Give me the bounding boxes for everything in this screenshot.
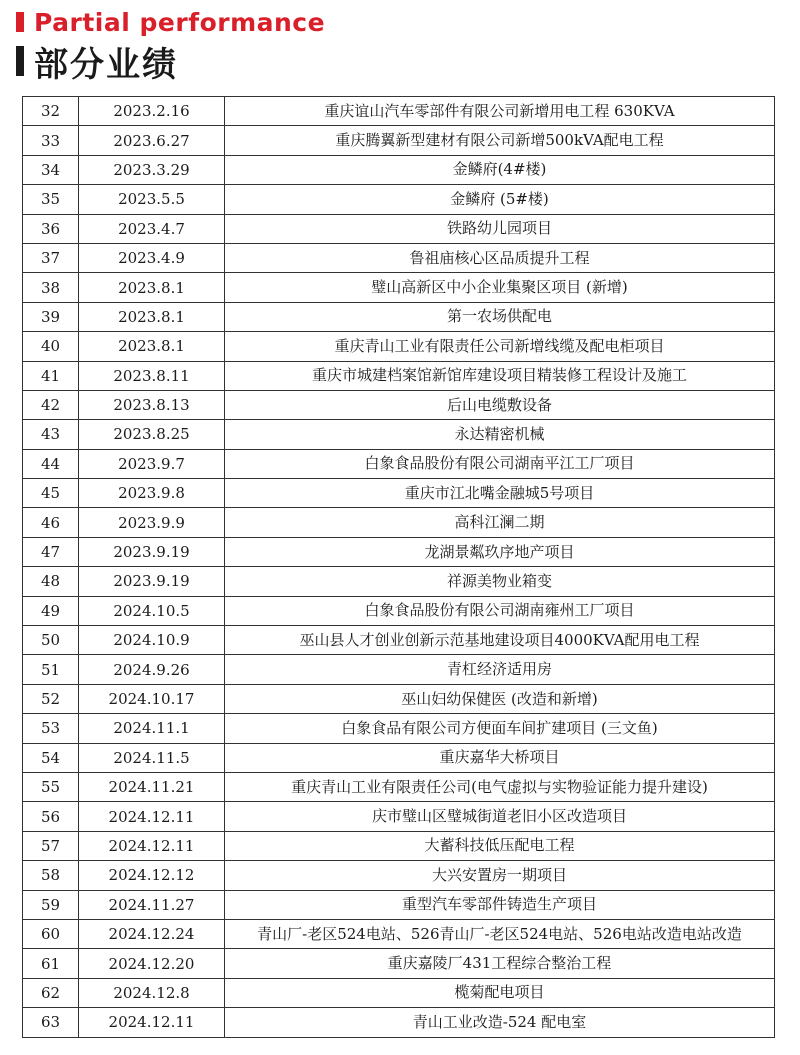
row-project: 重庆嘉陵厂431工程综合整治工程: [225, 949, 775, 978]
row-number: 53: [23, 714, 79, 743]
row-number: 63: [23, 1008, 79, 1037]
row-project: 青杠经济适用房: [225, 655, 775, 684]
row-project: 铁路幼儿园项目: [225, 214, 775, 243]
row-number: 55: [23, 772, 79, 801]
row-number: 49: [23, 596, 79, 625]
row-number: 60: [23, 919, 79, 948]
row-project: 重庆嘉华大桥项目: [225, 743, 775, 772]
row-date: 2024.9.26: [79, 655, 225, 684]
table-row: [23, 243, 775, 272]
table-row: [23, 949, 775, 978]
row-project: 重庆腾翼新型建材有限公司新增500kVA配电工程: [225, 126, 775, 155]
table-row: [23, 772, 775, 801]
row-number: 59: [23, 890, 79, 919]
chinese-title: 部分业绩: [34, 44, 178, 85]
english-heading: [16, 6, 325, 38]
black-accent-bar: [16, 46, 24, 76]
row-project: 大蓄科技低压配电工程: [225, 831, 775, 860]
row-number: 58: [23, 861, 79, 890]
table-row: [23, 802, 775, 831]
table-row: [23, 831, 775, 860]
table-row: [23, 567, 775, 596]
chinese-heading: [16, 40, 178, 85]
row-project: 庆市璧山区璧城街道老旧小区改造项目: [225, 802, 775, 831]
row-number: 33: [23, 126, 79, 155]
row-date: 2024.12.11: [79, 802, 225, 831]
row-number: 46: [23, 508, 79, 537]
row-project: 巫山县人才创业创新示范基地建设项目4000KVA配用电工程: [225, 626, 775, 655]
row-number: 62: [23, 978, 79, 1007]
row-number: 32: [23, 97, 79, 126]
row-project: 重庆谊山汽车零部件有限公司新增用电工程 630KVA: [225, 97, 775, 126]
row-number: 39: [23, 302, 79, 331]
row-date: 2023.6.27: [79, 126, 225, 155]
table-row: [23, 97, 775, 126]
row-date: 2024.12.12: [79, 861, 225, 890]
table-row: [23, 479, 775, 508]
row-number: 52: [23, 684, 79, 713]
row-project: 后山电缆敷设备: [225, 390, 775, 419]
row-project: 鲁祖庙核心区品质提升工程: [225, 243, 775, 272]
row-date: 2023.3.29: [79, 155, 225, 184]
table-row: [23, 861, 775, 890]
row-number: 38: [23, 273, 79, 302]
row-number: 48: [23, 567, 79, 596]
red-accent-bar: [16, 12, 24, 32]
row-project: 永达精密机械: [225, 420, 775, 449]
row-date: 2023.8.1: [79, 302, 225, 331]
table-row: [23, 890, 775, 919]
row-number: 57: [23, 831, 79, 860]
performance-table-body: [23, 97, 775, 1038]
table-row: [23, 390, 775, 419]
table-row: [23, 655, 775, 684]
row-project: 白象食品股份有限公司湖南雍州工厂项目: [225, 596, 775, 625]
table-row: [23, 273, 775, 302]
table-row: [23, 714, 775, 743]
table-row: [23, 332, 775, 361]
row-number: 42: [23, 390, 79, 419]
row-number: 43: [23, 420, 79, 449]
row-number: 41: [23, 361, 79, 390]
row-date: 2024.11.5: [79, 743, 225, 772]
row-date: 2024.12.24: [79, 919, 225, 948]
row-project: 金鳞府 (5#楼): [225, 185, 775, 214]
table-row: [23, 537, 775, 566]
row-project: 白象食品股份有限公司湖南平江工厂项目: [225, 449, 775, 478]
row-date: 2023.2.16: [79, 97, 225, 126]
row-date: 2023.4.7: [79, 214, 225, 243]
table-row: [23, 684, 775, 713]
row-number: 51: [23, 655, 79, 684]
row-number: 61: [23, 949, 79, 978]
table-row: [23, 155, 775, 184]
table-row: [23, 626, 775, 655]
row-date: 2024.12.8: [79, 978, 225, 1007]
row-date: 2024.11.21: [79, 772, 225, 801]
table-row: [23, 361, 775, 390]
row-project: 重庆市江北嘴金融城5号项目: [225, 479, 775, 508]
row-project: 重庆市城建档案馆新馆库建设项目精装修工程设计及施工: [225, 361, 775, 390]
table-row: [23, 596, 775, 625]
row-date: 2023.8.1: [79, 332, 225, 361]
table-row: [23, 420, 775, 449]
row-date: 2024.10.9: [79, 626, 225, 655]
row-project: 龙湖景粼玖序地产项目: [225, 537, 775, 566]
row-number: 37: [23, 243, 79, 272]
performance-table: [22, 96, 775, 1038]
row-date: 2023.9.9: [79, 508, 225, 537]
table-row: [23, 214, 775, 243]
row-project: 祥源美物业箱变: [225, 567, 775, 596]
row-project: 榄菊配电项目: [225, 978, 775, 1007]
row-date: 2023.4.9: [79, 243, 225, 272]
row-date: 2024.12.20: [79, 949, 225, 978]
table-row: [23, 919, 775, 948]
row-date: 2023.8.1: [79, 273, 225, 302]
row-date: 2024.10.17: [79, 684, 225, 713]
row-number: 50: [23, 626, 79, 655]
table-row: [23, 449, 775, 478]
table-row: [23, 185, 775, 214]
row-project: 第一农场供配电: [225, 302, 775, 331]
row-project: 青山厂-老区524电站、526青山厂-老区524电站、526电站改造电站改造: [225, 919, 775, 948]
row-number: 36: [23, 214, 79, 243]
row-date: 2023.5.5: [79, 185, 225, 214]
row-date: 2023.9.8: [79, 479, 225, 508]
row-number: 54: [23, 743, 79, 772]
row-number: 35: [23, 185, 79, 214]
row-project: 白象食品有限公司方便面车间扩建项目 (三文鱼): [225, 714, 775, 743]
row-number: 45: [23, 479, 79, 508]
row-date: 2024.12.11: [79, 831, 225, 860]
row-number: 47: [23, 537, 79, 566]
row-date: 2024.11.1: [79, 714, 225, 743]
row-project: 青山工业改造-524 配电室: [225, 1008, 775, 1037]
row-project: 璧山高新区中小企业集聚区项目 (新增): [225, 273, 775, 302]
table-row: [23, 1008, 775, 1037]
row-project: 重庆青山工业有限责任公司新增线缆及配电柜项目: [225, 332, 775, 361]
row-date: 2023.8.25: [79, 420, 225, 449]
row-number: 34: [23, 155, 79, 184]
row-project: 高科江澜二期: [225, 508, 775, 537]
row-date: 2023.8.11: [79, 361, 225, 390]
row-project: 重庆青山工业有限责任公司(电气虚拟与实物验证能力提升建设): [225, 772, 775, 801]
table-row: [23, 126, 775, 155]
row-number: 40: [23, 332, 79, 361]
page-header: [10, 4, 790, 84]
row-date: 2024.11.27: [79, 890, 225, 919]
row-project: 金鳞府(4#楼): [225, 155, 775, 184]
row-project: 巫山妇幼保健医 (改造和新增): [225, 684, 775, 713]
english-title: Partial performance: [34, 7, 326, 37]
table-row: [23, 743, 775, 772]
row-date: 2024.10.5: [79, 596, 225, 625]
row-number: 56: [23, 802, 79, 831]
row-project: 重型汽车零部件铸造生产项目: [225, 890, 775, 919]
row-date: 2023.8.13: [79, 390, 225, 419]
table-row: [23, 302, 775, 331]
row-project: 大兴安置房一期项目: [225, 861, 775, 890]
row-date: 2024.12.11: [79, 1008, 225, 1037]
row-date: 2023.9.7: [79, 449, 225, 478]
table-row: [23, 978, 775, 1007]
row-date: 2023.9.19: [79, 567, 225, 596]
row-number: 44: [23, 449, 79, 478]
table-row: [23, 508, 775, 537]
row-date: 2023.9.19: [79, 537, 225, 566]
